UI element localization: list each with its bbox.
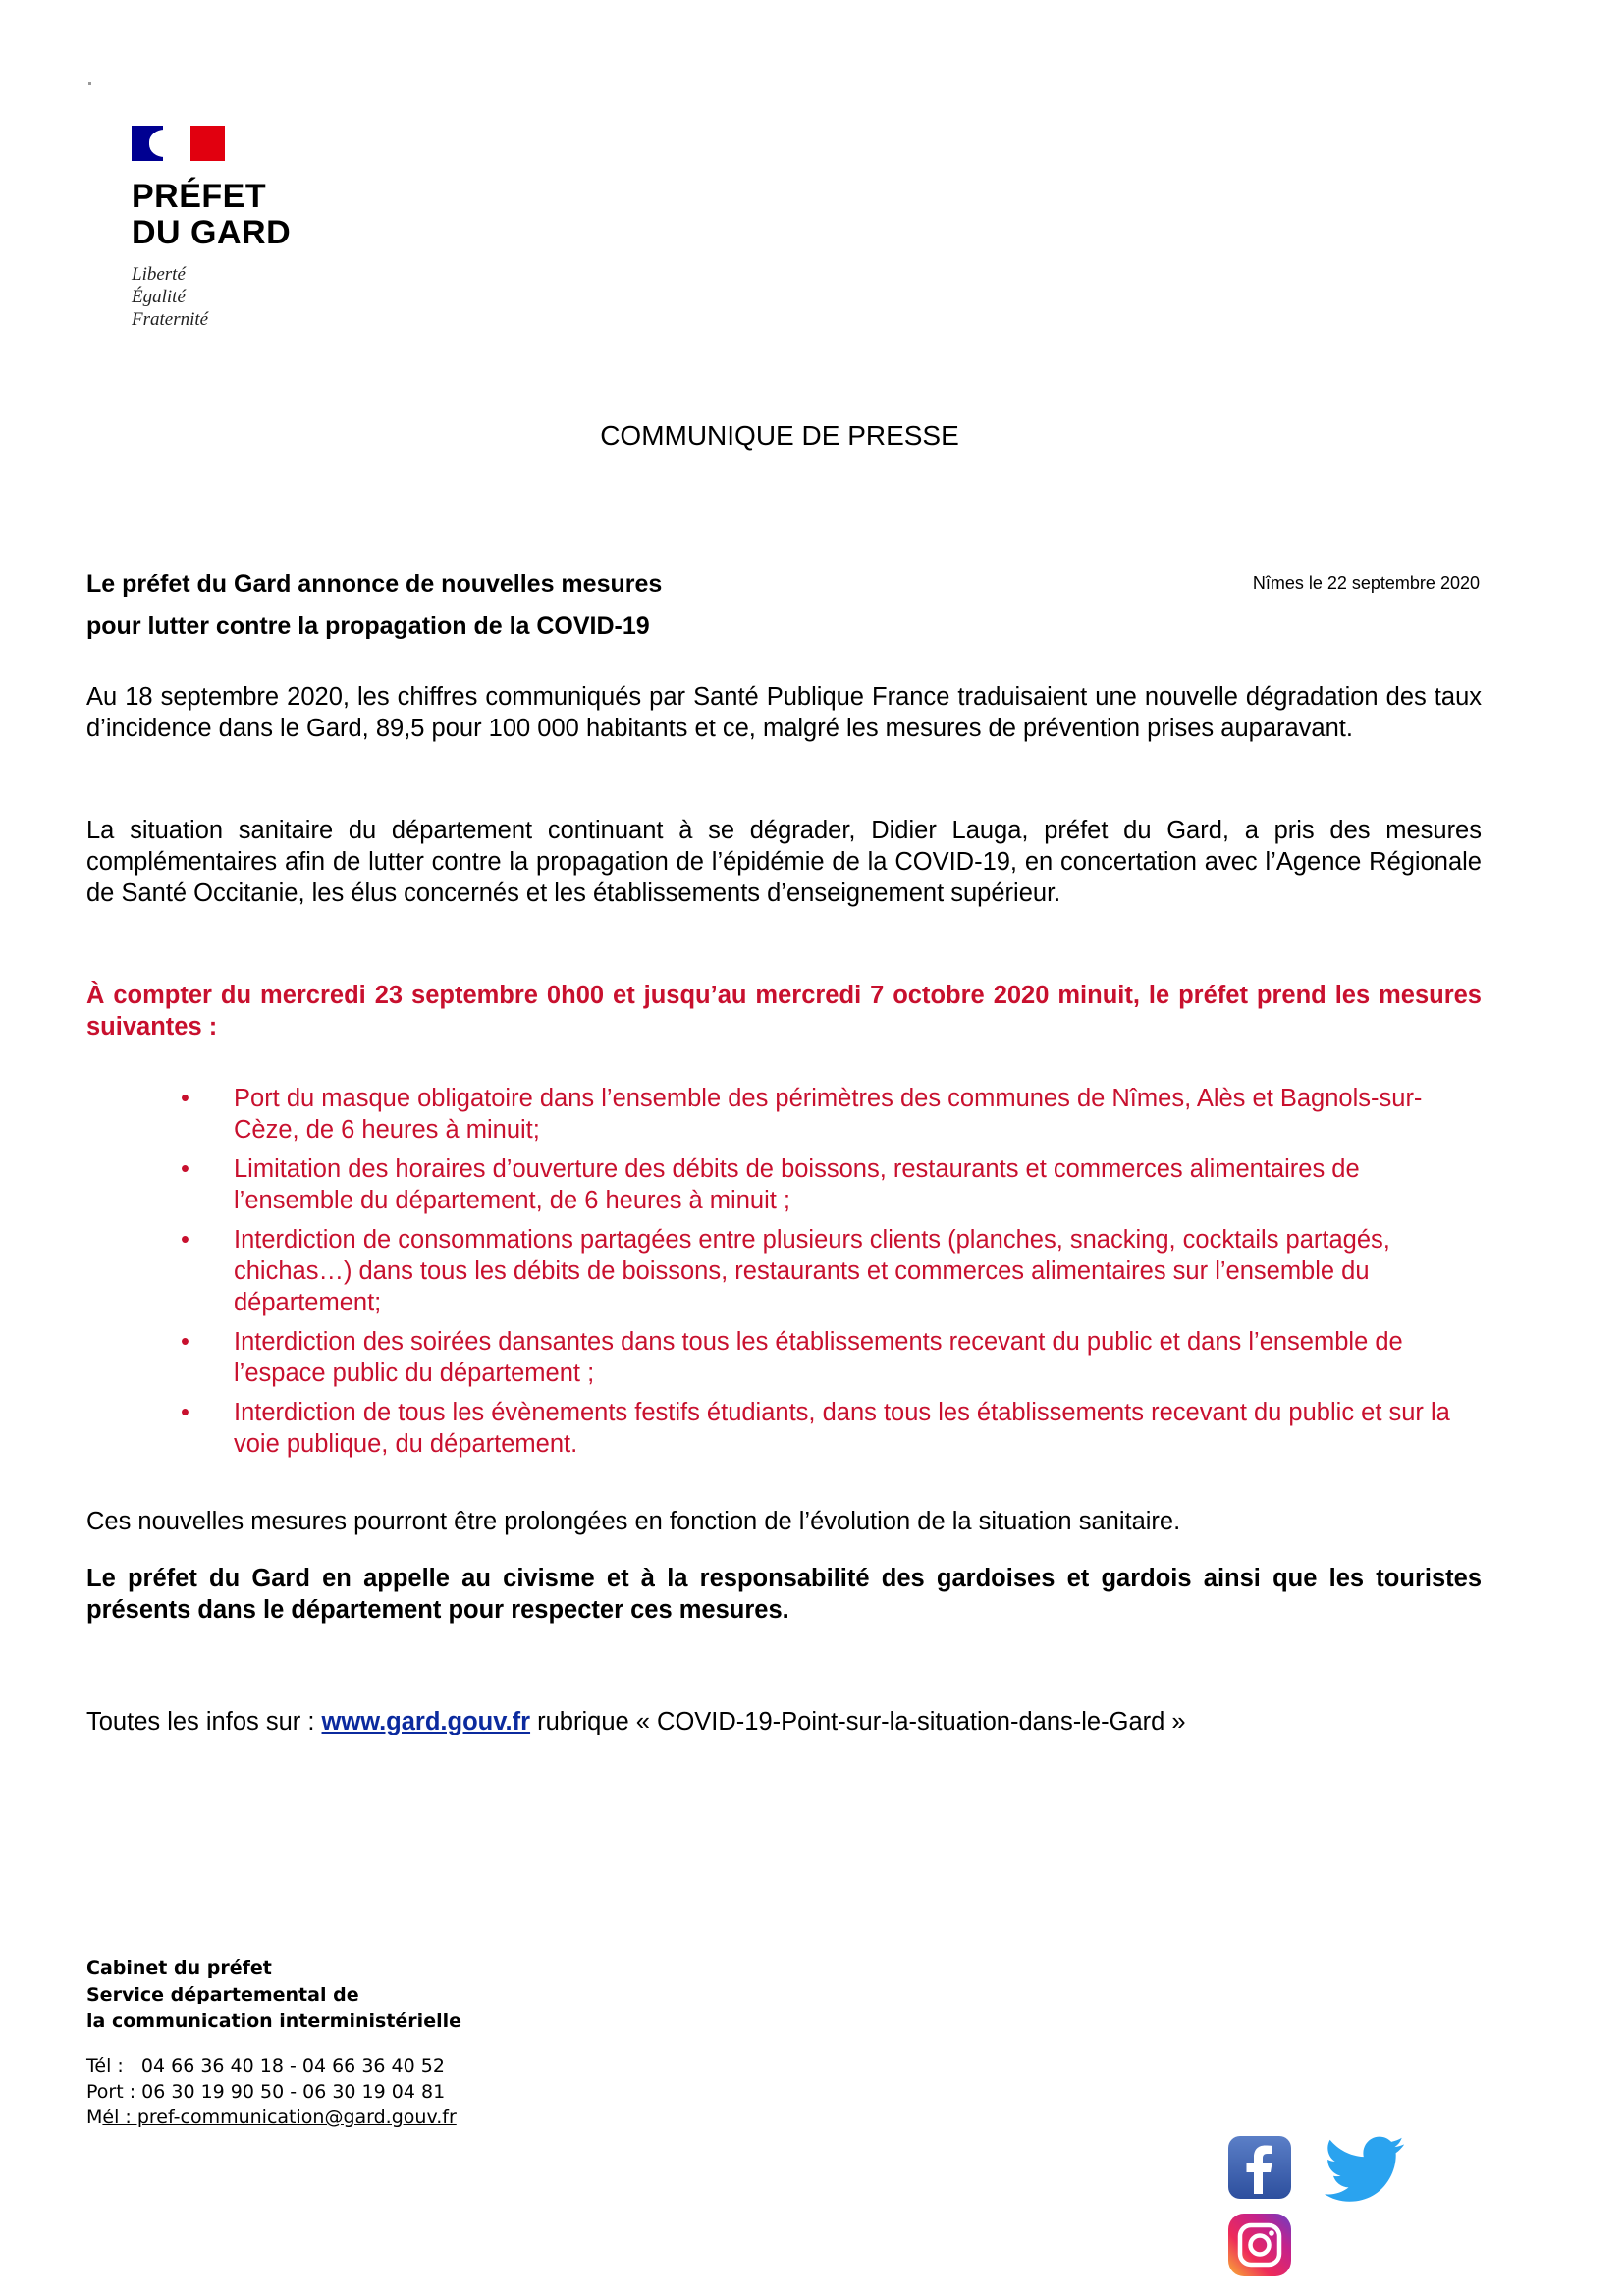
- mobile-line: Port : 06 30 19 90 50 - 06 30 19 04 81: [86, 2081, 446, 2103]
- email-line: Mél : pref-communication@gard.gouv.fr: [86, 2107, 457, 2128]
- bullet-icon: •: [181, 1085, 189, 1112]
- list-item: • Limitation des horaires d’ouverture des débits de boissons, restaurants et commerces alimentaires de l’ensemble du département, de 6 heures à minuit ;: [181, 1155, 1360, 1214]
- list-item: • Port du masque obligatoire dans l’ensemble des périmètres des communes de Nîmes, Alès et Bagnols-sur-Cèze, de 6 heures à minuit;: [181, 1085, 1423, 1144]
- bullet-icon: •: [181, 1399, 189, 1426]
- motto-egalite: Égalité: [132, 287, 186, 307]
- footer-contact: [86, 2054, 457, 2130]
- list-item: • Interdiction des soirées dansantes dans tous les établissements recevant du public et dans l’ensemble de l’espace public du département ;: [181, 1328, 1403, 1387]
- paragraph-situation: La situation sanitaire du département continuant à se dégrader, Didier Lauga, préfet du Gard, a pris des mesures complémentaires afin de lutter contre la propagation de l’épidémie de la COVID-19, en concertation avec l’Agence Régionale de Santé Occitanie, les élus concernés et les établissements d’enseignement supérieur.: [86, 817, 1482, 907]
- date: Nîmes le 22 septembre 2020: [1252, 573, 1480, 593]
- list-item: • Interdiction de consommations partagées entre plusieurs clients (planches, snacking, cocktails partagés, chichas…) dans tous les débits de boissons, restaurants et commerces alimentaires sur l’ensemble du département;: [181, 1226, 1390, 1316]
- headline-line2: pour lutter contre la propagation de la COVID-19: [86, 613, 650, 640]
- motto: [132, 263, 387, 331]
- twitter-icon[interactable]: [1324, 2135, 1406, 2204]
- org-name-line2: DU GARD: [132, 214, 292, 251]
- bullet-icon: •: [181, 1155, 189, 1183]
- marianne-flag-icon: [132, 126, 225, 161]
- measures-list: [177, 1083, 1483, 1468]
- headline-line1: Le préfet du Gard annonce de nouvelles mesures: [86, 570, 663, 598]
- email-link[interactable]: él : pref-communication@gard.gouv.fr: [102, 2107, 457, 2128]
- motto-fraternite: Fraternité: [132, 309, 209, 330]
- headline: [86, 563, 662, 648]
- gard-website-link[interactable]: www.gard.gouv.fr: [321, 1708, 531, 1735]
- bullet-icon: •: [181, 1226, 189, 1254]
- instagram-icon[interactable]: [1227, 2213, 1292, 2277]
- infos-line: Toutes les infos sur : www.gard.gouv.fr rubrique « COVID-19-Point-sur-la-situation-dans-le-Gard »: [86, 1708, 1186, 1735]
- paragraph-prolongation: Ces nouvelles mesures pourront être prolongées en fonction de l’évolution de la situation sanitaire.: [86, 1508, 1181, 1535]
- org-name: [132, 179, 387, 251]
- list-item: • Interdiction de tous les évènements festifs étudiants, dans tous les établissements recevant du public et sur la voie publique, du département.: [181, 1399, 1450, 1458]
- paragraph-incidence: Au 18 septembre 2020, les chiffres communiqués par Santé Publique France traduisaient une nouvelle dégradation des taux d’incidence dans le Gard, 89,5 pour 100 000 habitants et ce, malgré les mesures de prévention prises auparavant.: [86, 683, 1482, 742]
- document-type: COMMUNIQUE DE PRESSE: [600, 420, 959, 451]
- motto-liberte: Liberté: [132, 264, 186, 285]
- measures-intro: À compter du mercredi 23 septembre 0h00 et jusqu’au mercredi 7 octobre 2020 minuit, le préfet prend les mesures suivantes :: [86, 982, 1482, 1041]
- scan-mark: [88, 82, 91, 85]
- prefecture-logo: [132, 126, 387, 331]
- bullet-icon: •: [181, 1328, 189, 1356]
- org-name-line1: PRÉFET: [132, 178, 267, 215]
- phone-line: Tél : 04 66 36 40 18 - 04 66 36 40 52: [86, 2056, 445, 2077]
- footer-org: Cabinet du préfet Service départemental de la communication interministérielle: [86, 1957, 461, 2032]
- facebook-icon[interactable]: [1227, 2135, 1292, 2200]
- paragraph-appeal: Le préfet du Gard en appelle au civisme et à la responsabilité des gardoises et gardois ainsi que les touristes présents dans le département pour respecter ces mesures.: [86, 1565, 1482, 1624]
